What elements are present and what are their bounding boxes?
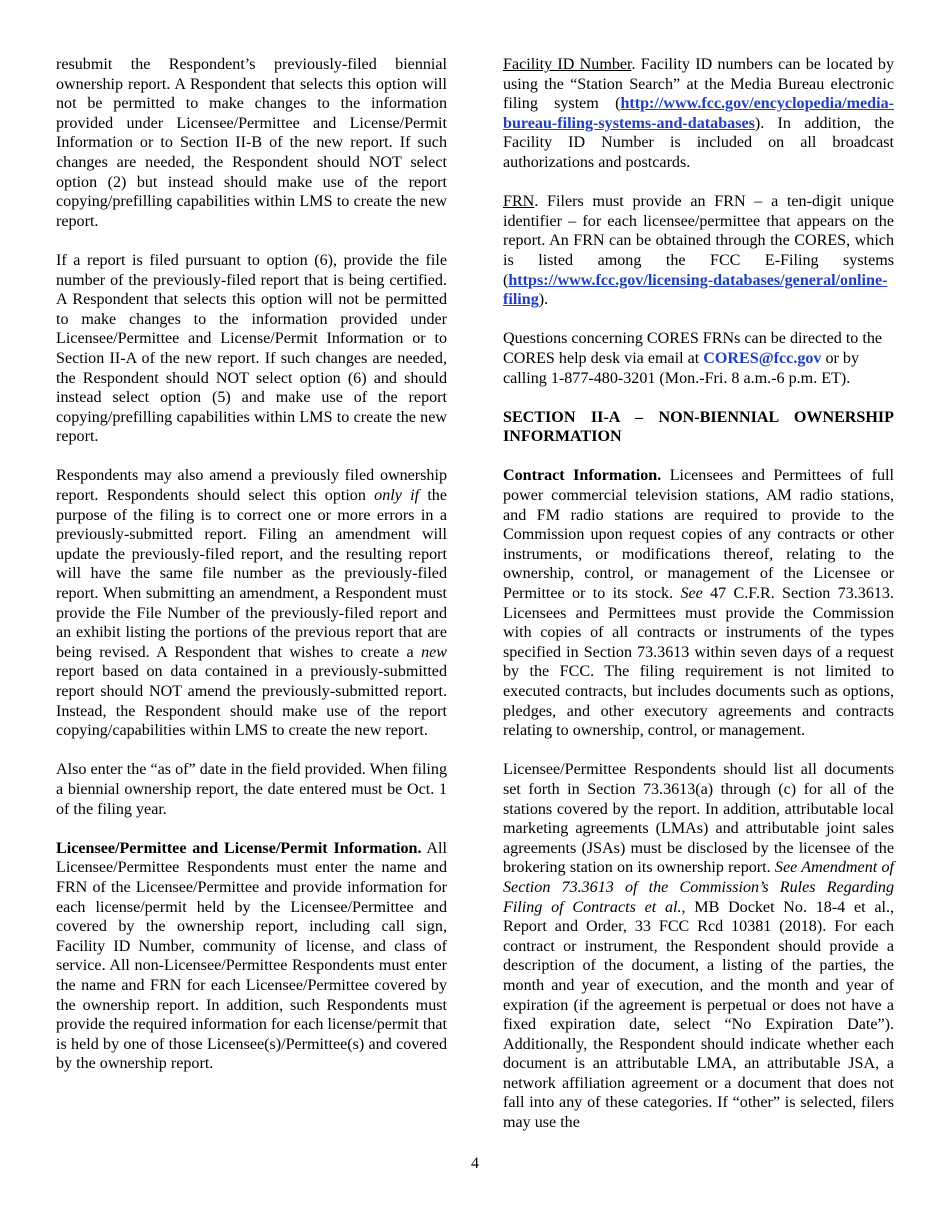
page-number: 4 xyxy=(471,1155,479,1172)
amend-text-c: report based on data contained in a previously-submitted report should NOT amend the previously-submitted report. Instead, the Respondent should make use of the report copying/capabilities within LMS to create the new report. xyxy=(56,663,447,740)
facility-id-text-b: ). In addition, the Facility ID Number is included on all broadcast authorizations and postcards. xyxy=(503,114,894,171)
section-heading: SECTION II-A – NON-BIENNIAL OWNERSHIP INFORMATION xyxy=(503,408,894,446)
documents-citation: See Amendment of Section 73.3613 of the Commission’s Rules Regarding Filing of Contracts et al. xyxy=(503,859,894,916)
paragraph-documents xyxy=(503,760,894,1132)
documents-text-b: , MB Docket No. 18-4 et al., Report and Order, 33 FCC Rcd 10381 (2018). For each contract or instrument, the Respondent should provide a description of the document, a listing of the parties, the month and year of execution, and the month and year of expiration (if the agreement is perpetual or does not have a fixed expiration date, select “No Expiration Date”). Additionally, the Respondent should indicate whether each document is an attributable LMA, an attributable JSA, a network affiliation agreement or a document that does not fall into any of these categories. If “other” is selected, filers may use the xyxy=(503,898,895,1132)
paragraph-as-of-date: Also enter the “as of” date in the field provided. When filing a biennial ownership report, the date entered must be Oct. 1 of the filing year. xyxy=(56,761,447,818)
contract-text-a: Licensees and Permittees of full power commercial television stations, AM radio stations, and FM radio stations are required to provide to the Commission upon request copies of any contracts or other instruments, or modifications thereof, relating to the ownership, control, or management of the Licensee or Permittee or to its stock. xyxy=(503,467,894,603)
paragraph-cores-questions xyxy=(503,329,894,388)
cores-text-a: Questions concerning CORES FRNs can be directed to the CORES help desk via email at xyxy=(503,330,883,367)
paragraph-contract-info xyxy=(503,466,894,740)
paragraph-licensee-info xyxy=(56,839,447,1074)
amend-text-b: the purpose of the filing is to correct one or more errors in a previously-submitted report. Filing an amendment will update the previously-filed report, and the resulting report will have the same file number as the previously-filed report. When submitting an amendment, a Respondent must provide the File Number of the previously-filed report and an exhibit listing the portions of the previous report that are being revised. A Respondent that wishes to create a xyxy=(56,487,447,661)
frn-label: FRN xyxy=(503,193,535,211)
licensee-info-heading: Licensee/Permittee and License/Permit Information. xyxy=(56,839,422,857)
facility-id-label: Facility ID Number xyxy=(503,56,632,73)
paragraph-biennial-resubmit: resubmit the Respondent’s previously-filed biennial ownership report. A Respondent that selects this option will not be permitted to make changes to the information provided under Licensee/Permittee and License/Permit Information or to Section II-B of the new report. If such changes are needed, the Respondent should NOT select option (2) but instead should make use of the report copying/prefilling capabilities within LMS to create the new report. xyxy=(56,56,447,230)
paragraph-amend xyxy=(56,466,447,740)
cores-email-link[interactable]: CORES@fcc.gov xyxy=(703,349,822,367)
amend-text-a: Respondents may also amend a previously filed ownership report. Respondents should select this option xyxy=(56,467,447,505)
paragraph-option-6: If a report is filed pursuant to option (6), provide the file number of the previously-filed report that is being certified. A Respondent that selects this option will not be permitted to make changes to the information provided under Licensee/Permittee and License/Permit Information or to Section II-A of the new report. If such changes are needed, the Respondent should NOT select option (6) and should instead select option (5) and make use of the report copying/prefilling capabilities within LMS to create the new report. xyxy=(56,251,447,446)
contract-text-b: 47 C.F.R. Section 73.3613. Licensees and Permittees must provide the Commission with copies of all contracts or instruments of the types specified in Section 73.3613 within seven days of a request by the FCC. The filing requirement is not limited to executed contracts, but includes documents such as options, pledges, and other executory agreements and contracts relating to ownership, control, or management. xyxy=(503,585,894,740)
frn-text-b: ). xyxy=(538,291,549,309)
right-column xyxy=(503,55,894,1152)
documents-text-a: Licensee/Permittee Respondents should list all documents set forth in Section 73.3613(a) through (c) for all of the stations covered by the report. In addition, attributable local marketing agreements (LMAs) and attributable joint sales agreements (JSAs) must be disclosed by the licensee of the brokering station on its ownership report. xyxy=(503,761,894,877)
left-column xyxy=(56,55,447,1093)
paragraph-facility-id xyxy=(503,55,894,173)
paragraph-frn xyxy=(503,192,894,310)
media-bureau-filing-link[interactable]: http://www.fcc.gov/encyclopedia/media-bureau-filing-systems-and-databases xyxy=(503,95,894,132)
amend-emphasis-only-if: only if xyxy=(374,487,420,505)
contract-see: See xyxy=(680,585,703,603)
online-filing-link[interactable]: https://www.fcc.gov/licensing-databases/general/online-filing xyxy=(503,271,888,309)
amend-emphasis-new: new xyxy=(421,643,447,661)
contract-info-heading: Contract Information. xyxy=(503,467,662,485)
cores-text-b: or by calling 1-877-480-3201 (Mon.-Fri. 8 a.m.-6 p.m. ET). xyxy=(503,349,860,387)
facility-id-text-a: . Facility ID numbers can be located by using the “Station Search” at the Media Bureau electronic filing system ( xyxy=(503,56,894,113)
frn-text-a: . Filers must provide an FRN – a ten-digit unique identifier – for each licensee/permittee that appears on the report. An FRN can be obtained through the CORES, which is listed among the FCC E-Filing systems ( xyxy=(503,193,894,289)
licensee-info-text: All Licensee/Permittee Respondents must enter the name and FRN of the Licensee/Permittee and provide information for each license/permit held by the Licensee/Permittee and covered by the ownership report, including call sign, Facility ID Number, community of license, and class of service. All non-Licensee/Permittee Respondents must enter the name and FRN for each Licensee/Permittee covered by the ownership report. In addition, such Respondents must provide the required information for each license/permit that is held by one of those Licensee(s)/Permittee(s) and covered by the ownership report. xyxy=(56,839,447,1073)
